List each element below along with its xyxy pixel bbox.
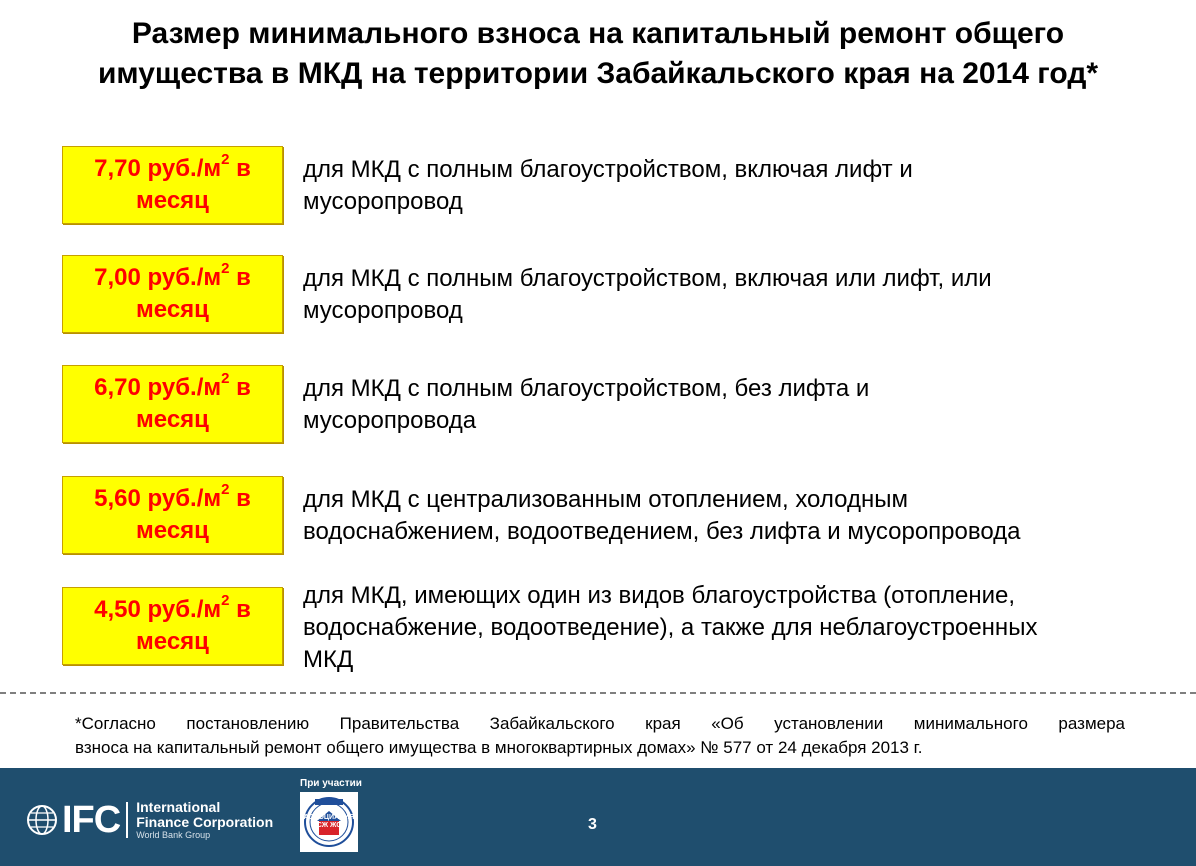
rate-suffix: в: [229, 155, 251, 182]
rate-suffix: в: [229, 264, 251, 291]
rate-amount: 5,60 руб./м: [94, 485, 222, 512]
ifc-name-line2: Finance Corporation: [136, 813, 274, 830]
rate-amount-line: [63, 262, 282, 294]
rate-box: [62, 146, 283, 224]
rate-description: [303, 484, 1125, 548]
footer-bar: [0, 768, 1196, 866]
rate-unit-sup: 2: [221, 592, 230, 609]
desc-line: мусоропровод: [303, 188, 463, 215]
ifc-letters: IFC: [62, 799, 121, 841]
desc-line: мусоропровода: [303, 407, 477, 434]
rate-period: месяц: [136, 406, 209, 433]
ifc-logo: [26, 796, 273, 844]
rate-amount-line: [63, 594, 282, 626]
desc-line: для МКД с централизованным отоплением, холодным: [303, 486, 908, 513]
divider: [0, 692, 1196, 694]
ifc-name-line1: International: [136, 798, 221, 815]
partner-logo-text: АССОЦИАЦИЯ ТСЖ ЖСК: [303, 814, 355, 829]
rate-amount: 4,50 руб./м: [94, 596, 222, 623]
globe-icon: [26, 804, 58, 836]
desc-line: водоснабжением, водоотведением, без лифта и мусоропровода: [303, 518, 1021, 545]
desc-line: для МКД, имеющих один из видов благоустройства (отопление,: [303, 582, 1016, 609]
ifc-name: [136, 800, 273, 841]
partner-logo: [300, 792, 358, 852]
rate-description: [303, 154, 1125, 218]
rate-unit-sup: 2: [221, 151, 230, 168]
rate-amount: 7,70 руб./м: [94, 155, 222, 182]
rate-box: [62, 476, 283, 554]
footnote-line: взноса на капитальный ремонт общего имущества в многоквартирных домах» № 577 от 24 декабря 2013 г.: [75, 738, 923, 757]
rate-amount-line: [63, 372, 282, 404]
rate-period: месяц: [136, 296, 209, 323]
rate-amount-line: [63, 483, 282, 515]
rate-description: [303, 373, 1125, 437]
rate-description: [303, 580, 1125, 676]
rate-unit-sup: 2: [221, 260, 230, 277]
rate-description: [303, 263, 1125, 327]
rate-unit-sup: 2: [221, 481, 230, 498]
page-title: [20, 14, 1176, 94]
rate-unit-sup: 2: [221, 370, 230, 387]
rate-box: [62, 365, 283, 443]
title-line-2: имущества в МКД на территории Забайкальского края на 2014 год*: [97, 57, 1099, 90]
rate-amount: 7,00 руб./м: [94, 264, 222, 291]
rate-period: месяц: [136, 517, 209, 544]
partner-label: При участии: [300, 778, 362, 789]
footnote: [75, 712, 1125, 760]
rate-period: месяц: [136, 187, 209, 214]
desc-line: водоснабжение, водоотведение), а также для неблагоустроенных: [303, 614, 1038, 641]
desc-line: для МКД с полным благоустройством, включая или лифт, или: [303, 265, 992, 292]
ifc-separator: [126, 802, 128, 838]
rate-suffix: в: [229, 596, 251, 623]
rate-box: [62, 255, 283, 333]
desc-line: для МКД с полным благоустройством, без лифта и: [303, 375, 870, 402]
rate-period: месяц: [136, 628, 209, 655]
desc-line: мусоропровод: [303, 297, 463, 324]
title-line-1: Размер минимального взноса на капитальный ремонт общего: [131, 17, 1065, 50]
page-number: 3: [588, 816, 597, 833]
desc-line: для МКД с полным благоустройством, включая лифт и: [303, 156, 913, 183]
rate-suffix: в: [229, 485, 251, 512]
rate-amount: 6,70 руб./м: [94, 374, 222, 401]
desc-line: МКД: [303, 646, 354, 673]
ifc-name-line3: World Bank Group: [136, 829, 211, 840]
rate-amount-line: [63, 153, 282, 185]
footnote-line: *Согласно постановлению Правительства Забайкальского края «Об установлении минимального размера: [75, 714, 1125, 733]
rate-box: [62, 587, 283, 665]
rate-suffix: в: [229, 374, 251, 401]
